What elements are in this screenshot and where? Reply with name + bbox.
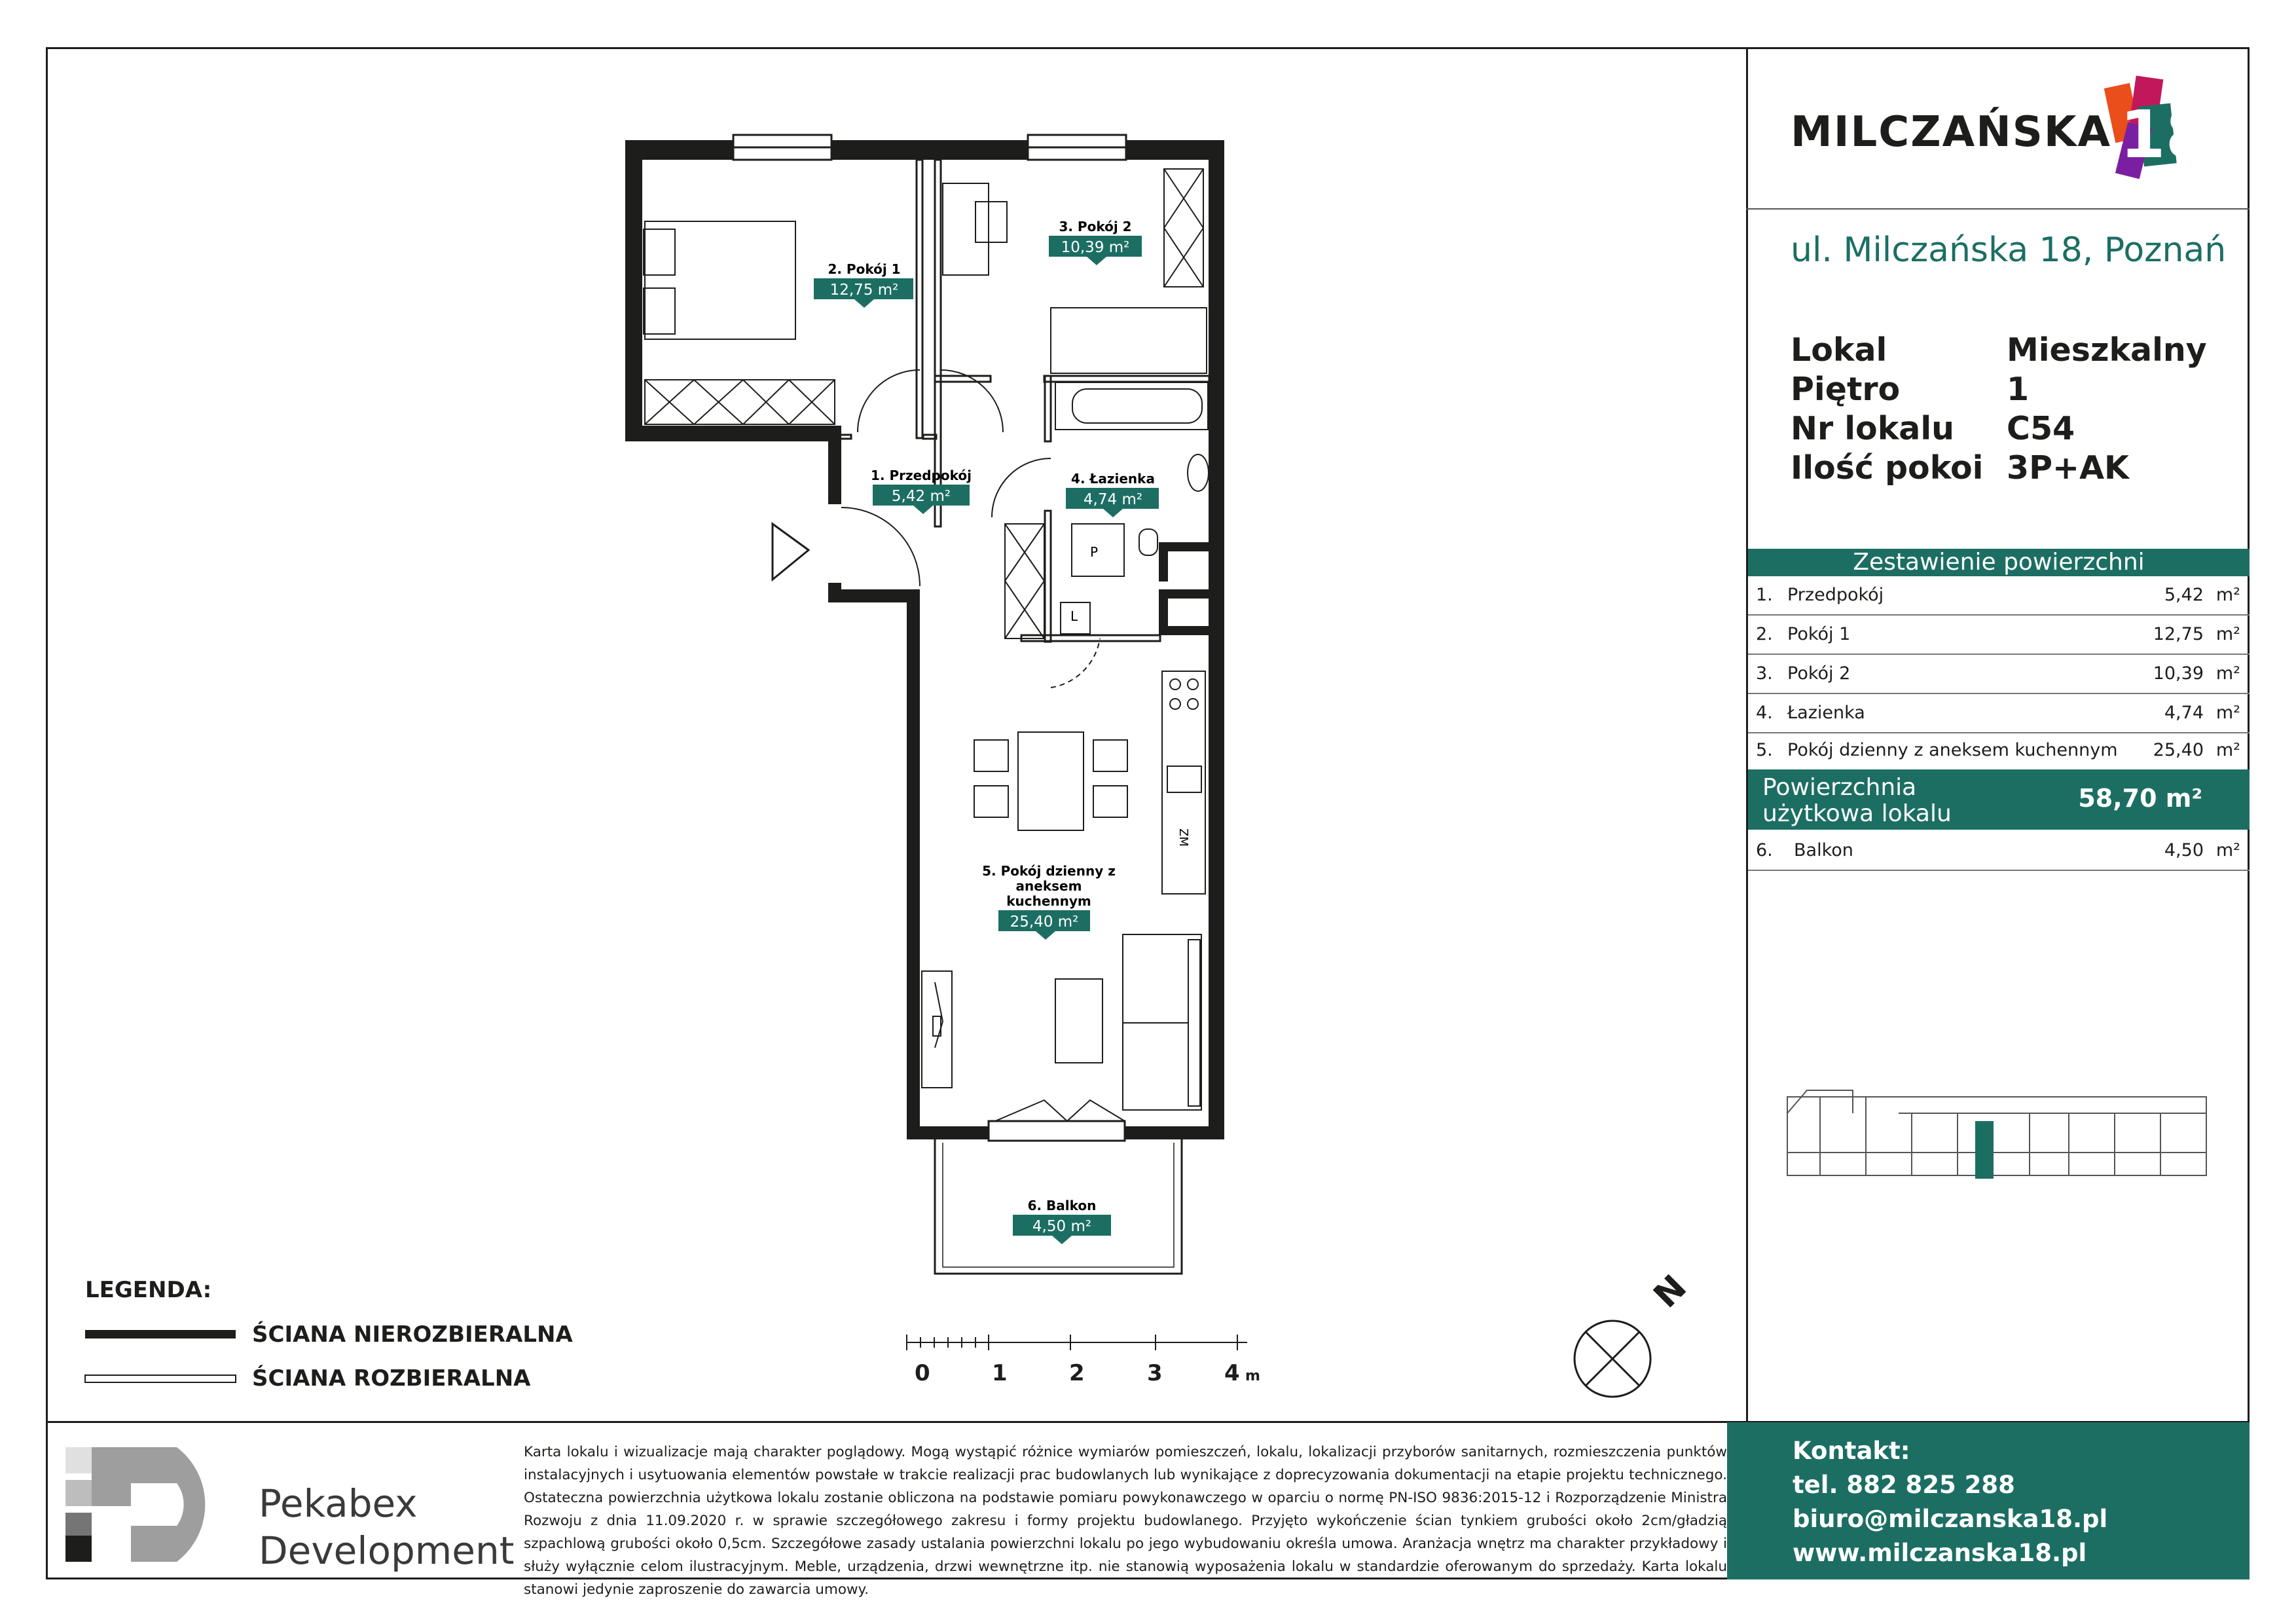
info-value: 1 bbox=[2007, 371, 2030, 408]
legend-load-bearing: ŚCIANA NIEROZBIERALNA bbox=[252, 1321, 573, 1348]
summary-total-label: Powierzchnia użytkowa lokalu bbox=[1762, 774, 1952, 827]
furniture bbox=[644, 169, 1209, 1110]
summary-no: 2. bbox=[1756, 624, 1773, 644]
room-area-przedpokoj: 5,42 m² bbox=[891, 488, 951, 505]
room-label-dzienny-line2: aneksem bbox=[1015, 878, 1082, 894]
summary-value: 5,42 bbox=[2164, 585, 2204, 605]
summary-label: Balkon bbox=[1794, 840, 1853, 860]
summary-label: Łazienka bbox=[1787, 703, 1865, 723]
fixture-l-label: L bbox=[1070, 608, 1078, 624]
info-value: 3P+AK bbox=[2007, 449, 2129, 487]
contact-phone[interactable]: tel. 882 825 288 bbox=[1793, 1471, 2015, 1499]
summary-label: Przedpokój bbox=[1787, 585, 1884, 605]
key-plan-unit-highlight bbox=[1975, 1121, 1994, 1179]
windows bbox=[733, 135, 1126, 1141]
room-label-pokoj-2: 3. Pokój 2 bbox=[1059, 219, 1132, 234]
contact-website[interactable]: www.milczanska18.pl bbox=[1793, 1539, 2087, 1567]
room-label-dzienny-line3: kuchennym bbox=[1006, 893, 1091, 909]
contact-box bbox=[1727, 1422, 2250, 1579]
room-area-pokoj-2: 10,39 m² bbox=[1061, 239, 1130, 256]
room-label-pokoj-1: 2. Pokój 1 bbox=[828, 261, 901, 277]
scale-label-3: 3 bbox=[1147, 1360, 1163, 1386]
summary-title: Zestawienie powierzchni bbox=[1748, 549, 2250, 576]
room-label-lazienka: 4. Łazienka bbox=[1071, 471, 1155, 487]
contact-title: Kontakt: bbox=[1793, 1437, 1910, 1465]
summary-row bbox=[1748, 694, 2250, 733]
summary-label: Pokój 2 bbox=[1787, 663, 1851, 684]
fixture-p-label: P bbox=[1090, 544, 1099, 560]
scale-label-0: 0 bbox=[915, 1360, 930, 1386]
brand-logo-text: MILCZAŃSKA bbox=[1791, 108, 2111, 157]
summary-no: 5. bbox=[1756, 740, 1773, 760]
summary-total-value: 58,70 m² bbox=[2078, 784, 2202, 813]
room-area-balkon: 4,50 m² bbox=[1032, 1218, 1092, 1235]
legend-title: LEGENDA: bbox=[85, 1277, 212, 1303]
summary-value: 25,40 bbox=[2153, 740, 2204, 760]
summary-unit: m² bbox=[2215, 585, 2240, 605]
scale-label-2: 2 bbox=[1069, 1360, 1085, 1386]
unit-info bbox=[1791, 331, 2207, 488]
brand-logo-number: 18 bbox=[2120, 96, 2212, 173]
summary-unit: m² bbox=[2215, 663, 2240, 684]
summary-row bbox=[1748, 731, 2250, 769]
address: ul. Milczańska 18, Poznań bbox=[1791, 231, 2227, 270]
removable-walls bbox=[838, 160, 1209, 642]
scale-labels bbox=[915, 1360, 1260, 1386]
summary-no: 1. bbox=[1756, 585, 1773, 605]
summary-no: 6. bbox=[1756, 840, 1773, 860]
info-row-ilosc-pokoi bbox=[1791, 449, 2207, 488]
legend-hollow-line bbox=[85, 1375, 236, 1382]
summary-no: 4. bbox=[1756, 703, 1773, 723]
legend-removable: ŚCIANA ROZBIERALNA bbox=[252, 1365, 531, 1392]
summary-value: 4,74 bbox=[2164, 703, 2204, 723]
load-bearing-walls bbox=[625, 140, 1224, 1139]
disclaimer: Karta lokalu i wizualizacje mają charakter poglądowy. Mogą wystąpić różnice wymiarów pomieszczeń, lokalu, lokalizacji przyborów sanitarnych, rozmieszczenia punktów instalacyjnych i usytuowania elementów powstałe w trakcie realizacji prac budowlanych lub wynikające z doprecyzowania dokumentacji na etapie projektu technicznego. Ostateczna powierzchnia użytkowa lokalu zostanie obliczona na podstawie pomiaru powykonawczego w oparciu o normę PN-ISO 9836:2015-12 i Rozporządzenie Ministra Rozwoju z dnia 11.09.2020 r. w sprawie szczegółowego zakresu i formy projektu budowlanego. Przyjęto wykończenie ścian tynkiem grubości około 2cm/gładzią szpachlową grubości około 0,5cm. Szczegółowe zasady ustalania powierzchni lokalu po jego wybudowaniu określa umowa. Aranżacja wnętrz ma charakter przykładowy i służy wyłącznie celom ilustracyjnym. Meble, urządzenia, drzwi wewnętrzne itp. nie stanowią wyposażenia lokalu w standardzie oferowanym do sprzedaży. Karta lokalu stanowi jedynie zaproszenie do zawarcia umowy. bbox=[524, 1444, 1727, 1598]
summary-row bbox=[1748, 576, 2250, 616]
summary-value: 4,50 bbox=[2164, 840, 2204, 860]
summary-value: 10,39 bbox=[2153, 663, 2204, 684]
info-value: Mieszkalny bbox=[2007, 331, 2207, 369]
scale-label-4: 4 bbox=[1224, 1360, 1240, 1386]
info-row-lokal bbox=[1791, 331, 2207, 370]
scale-bar bbox=[907, 1335, 1247, 1350]
info-key: Nr lokalu bbox=[1791, 410, 1955, 447]
info-key: Lokal bbox=[1791, 331, 1887, 369]
summary-value: 12,75 bbox=[2153, 624, 2204, 644]
room-text bbox=[828, 219, 1190, 1235]
north-compass-icon bbox=[1575, 1321, 1650, 1397]
developer-line1: Pekabex bbox=[259, 1481, 418, 1526]
north-label: N bbox=[1646, 1267, 1694, 1316]
room-area-dzienny: 25,40 m² bbox=[1010, 913, 1079, 931]
summary-no: 3. bbox=[1756, 663, 1773, 684]
room-label-balkon: 6. Balkon bbox=[1027, 1198, 1097, 1213]
contact-email[interactable]: biuro@milczanska18.pl bbox=[1793, 1505, 2108, 1533]
developer-name bbox=[259, 1480, 514, 1574]
logo-divider bbox=[1746, 208, 2250, 210]
info-row-pietro bbox=[1791, 370, 2207, 409]
room-area-lazienka: 4,74 m² bbox=[1083, 491, 1143, 508]
summary-row bbox=[1748, 616, 2250, 655]
summary-total bbox=[1748, 769, 2250, 830]
legend-solid-line bbox=[85, 1330, 236, 1338]
room-label-przedpokoj: 1. Przedpokój bbox=[871, 468, 972, 483]
room-label-dzienny-line1: 5. Pokój dzienny z bbox=[982, 863, 1116, 879]
scale-unit: m bbox=[1245, 1368, 1260, 1384]
summary-unit: m² bbox=[2215, 703, 2240, 723]
summary-unit: m² bbox=[2215, 840, 2240, 860]
info-key: Piętro bbox=[1791, 371, 1901, 408]
summary-row bbox=[1748, 655, 2250, 694]
summary-unit: m² bbox=[2215, 740, 2240, 760]
developer-line2: Development bbox=[259, 1528, 515, 1573]
summary-label: Pokój 1 bbox=[1787, 624, 1851, 644]
summary-unit: m² bbox=[2215, 624, 2240, 644]
summary-row-balkon bbox=[1748, 832, 2250, 871]
fixture-zm-label: ZM bbox=[1176, 828, 1190, 847]
info-key: Ilość pokoi bbox=[1791, 449, 1984, 487]
info-value: C54 bbox=[2007, 410, 2075, 447]
room-area-pokoj-1: 12,75 m² bbox=[829, 282, 899, 299]
info-row-nr-lokalu bbox=[1791, 409, 2207, 449]
summary-label: Pokój dzienny z aneksem kuchennym bbox=[1787, 740, 2118, 760]
scale-label-1: 1 bbox=[992, 1360, 1008, 1386]
